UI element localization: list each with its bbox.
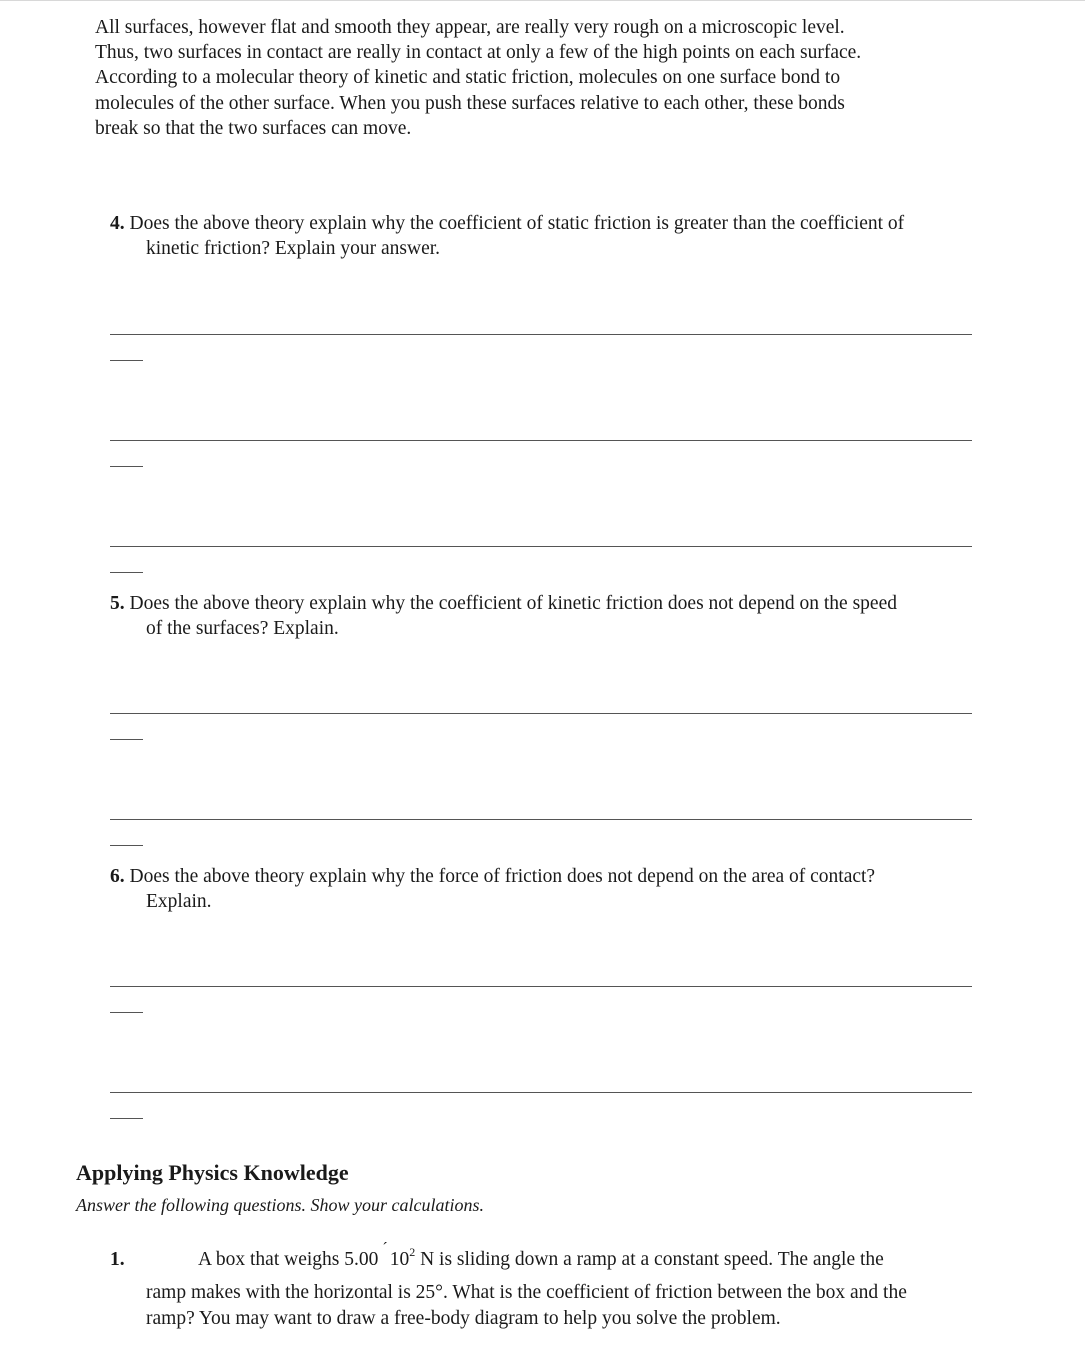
question-6 (110, 864, 990, 914)
question-text: Does the above theory explain why the force of friction does not depend on the area of contact? (129, 866, 876, 887)
problem-text: A box that weighs 5.00 (198, 1249, 379, 1270)
question-text-cont: kinetic friction? Explain your answer. (146, 238, 441, 259)
problem-text-cont: ramp? You may want to draw a free-body diagram to help you solve the problem. (146, 1308, 781, 1329)
intro-line: molecules of the other surface. When you push these surfaces relative to each other, these bonds (95, 92, 845, 114)
answer-line-stub (110, 1118, 143, 1119)
question-number: 6. (110, 866, 125, 887)
section-heading: Applying Physics Knowledge (76, 1160, 349, 1185)
intro-line: According to a molecular theory of kinetic and static friction, molecules on one surface bond to (95, 67, 841, 89)
answer-line-stub (110, 572, 143, 573)
answer-line-stub (110, 360, 143, 361)
answer-line-stub (110, 466, 143, 467)
question-number: 4. (110, 213, 125, 234)
question-number: 5. (110, 593, 125, 614)
problem-number: 1. (110, 1249, 125, 1270)
answer-line-stub (110, 739, 143, 740)
question-4 (110, 211, 990, 261)
answer-line[interactable] (110, 440, 972, 441)
question-text-cont: of the surfaces? Explain. (146, 618, 339, 639)
exponent: 2 (409, 1244, 416, 1259)
problem-text-cont: ramp makes with the horizontal is 25°. What is the coefficient of friction between the box and the (146, 1282, 907, 1303)
page-top-border (0, 0, 1085, 1)
intro-line: Thus, two surfaces in contact are really in contact at only a few of the high points on each surface. (95, 42, 862, 64)
answer-line-stub (110, 1012, 143, 1013)
problem-text: N is sliding down a ramp at a constant speed. The angle the (420, 1249, 884, 1270)
answer-line[interactable] (110, 986, 972, 987)
answer-line-stub (110, 845, 143, 846)
intro-line: All surfaces, however flat and smooth they appear, are really very rough on a microscopic level. (95, 17, 845, 38)
problem-text: 10 (389, 1249, 410, 1270)
question-text: Does the above theory explain why the coefficient of static friction is greater than the coefficient of (129, 213, 905, 234)
answer-line[interactable] (110, 334, 972, 335)
multiply-symbol: ´ (382, 1240, 388, 1257)
question-5 (110, 591, 990, 641)
answer-line[interactable] (110, 713, 972, 714)
question-text: Does the above theory explain why the coefficient of kinetic friction does not depend on the speed (129, 593, 897, 614)
intro-paragraph (95, 15, 975, 141)
problem-1 (110, 1240, 990, 1332)
answer-line[interactable] (110, 546, 972, 547)
question-text-cont: Explain. (146, 891, 212, 912)
answer-line[interactable] (110, 1092, 972, 1093)
answer-line[interactable] (110, 819, 972, 820)
intro-line: break so that the two surfaces can move. (95, 117, 412, 139)
section-instructions: Answer the following questions. Show your calculations. (76, 1195, 484, 1215)
